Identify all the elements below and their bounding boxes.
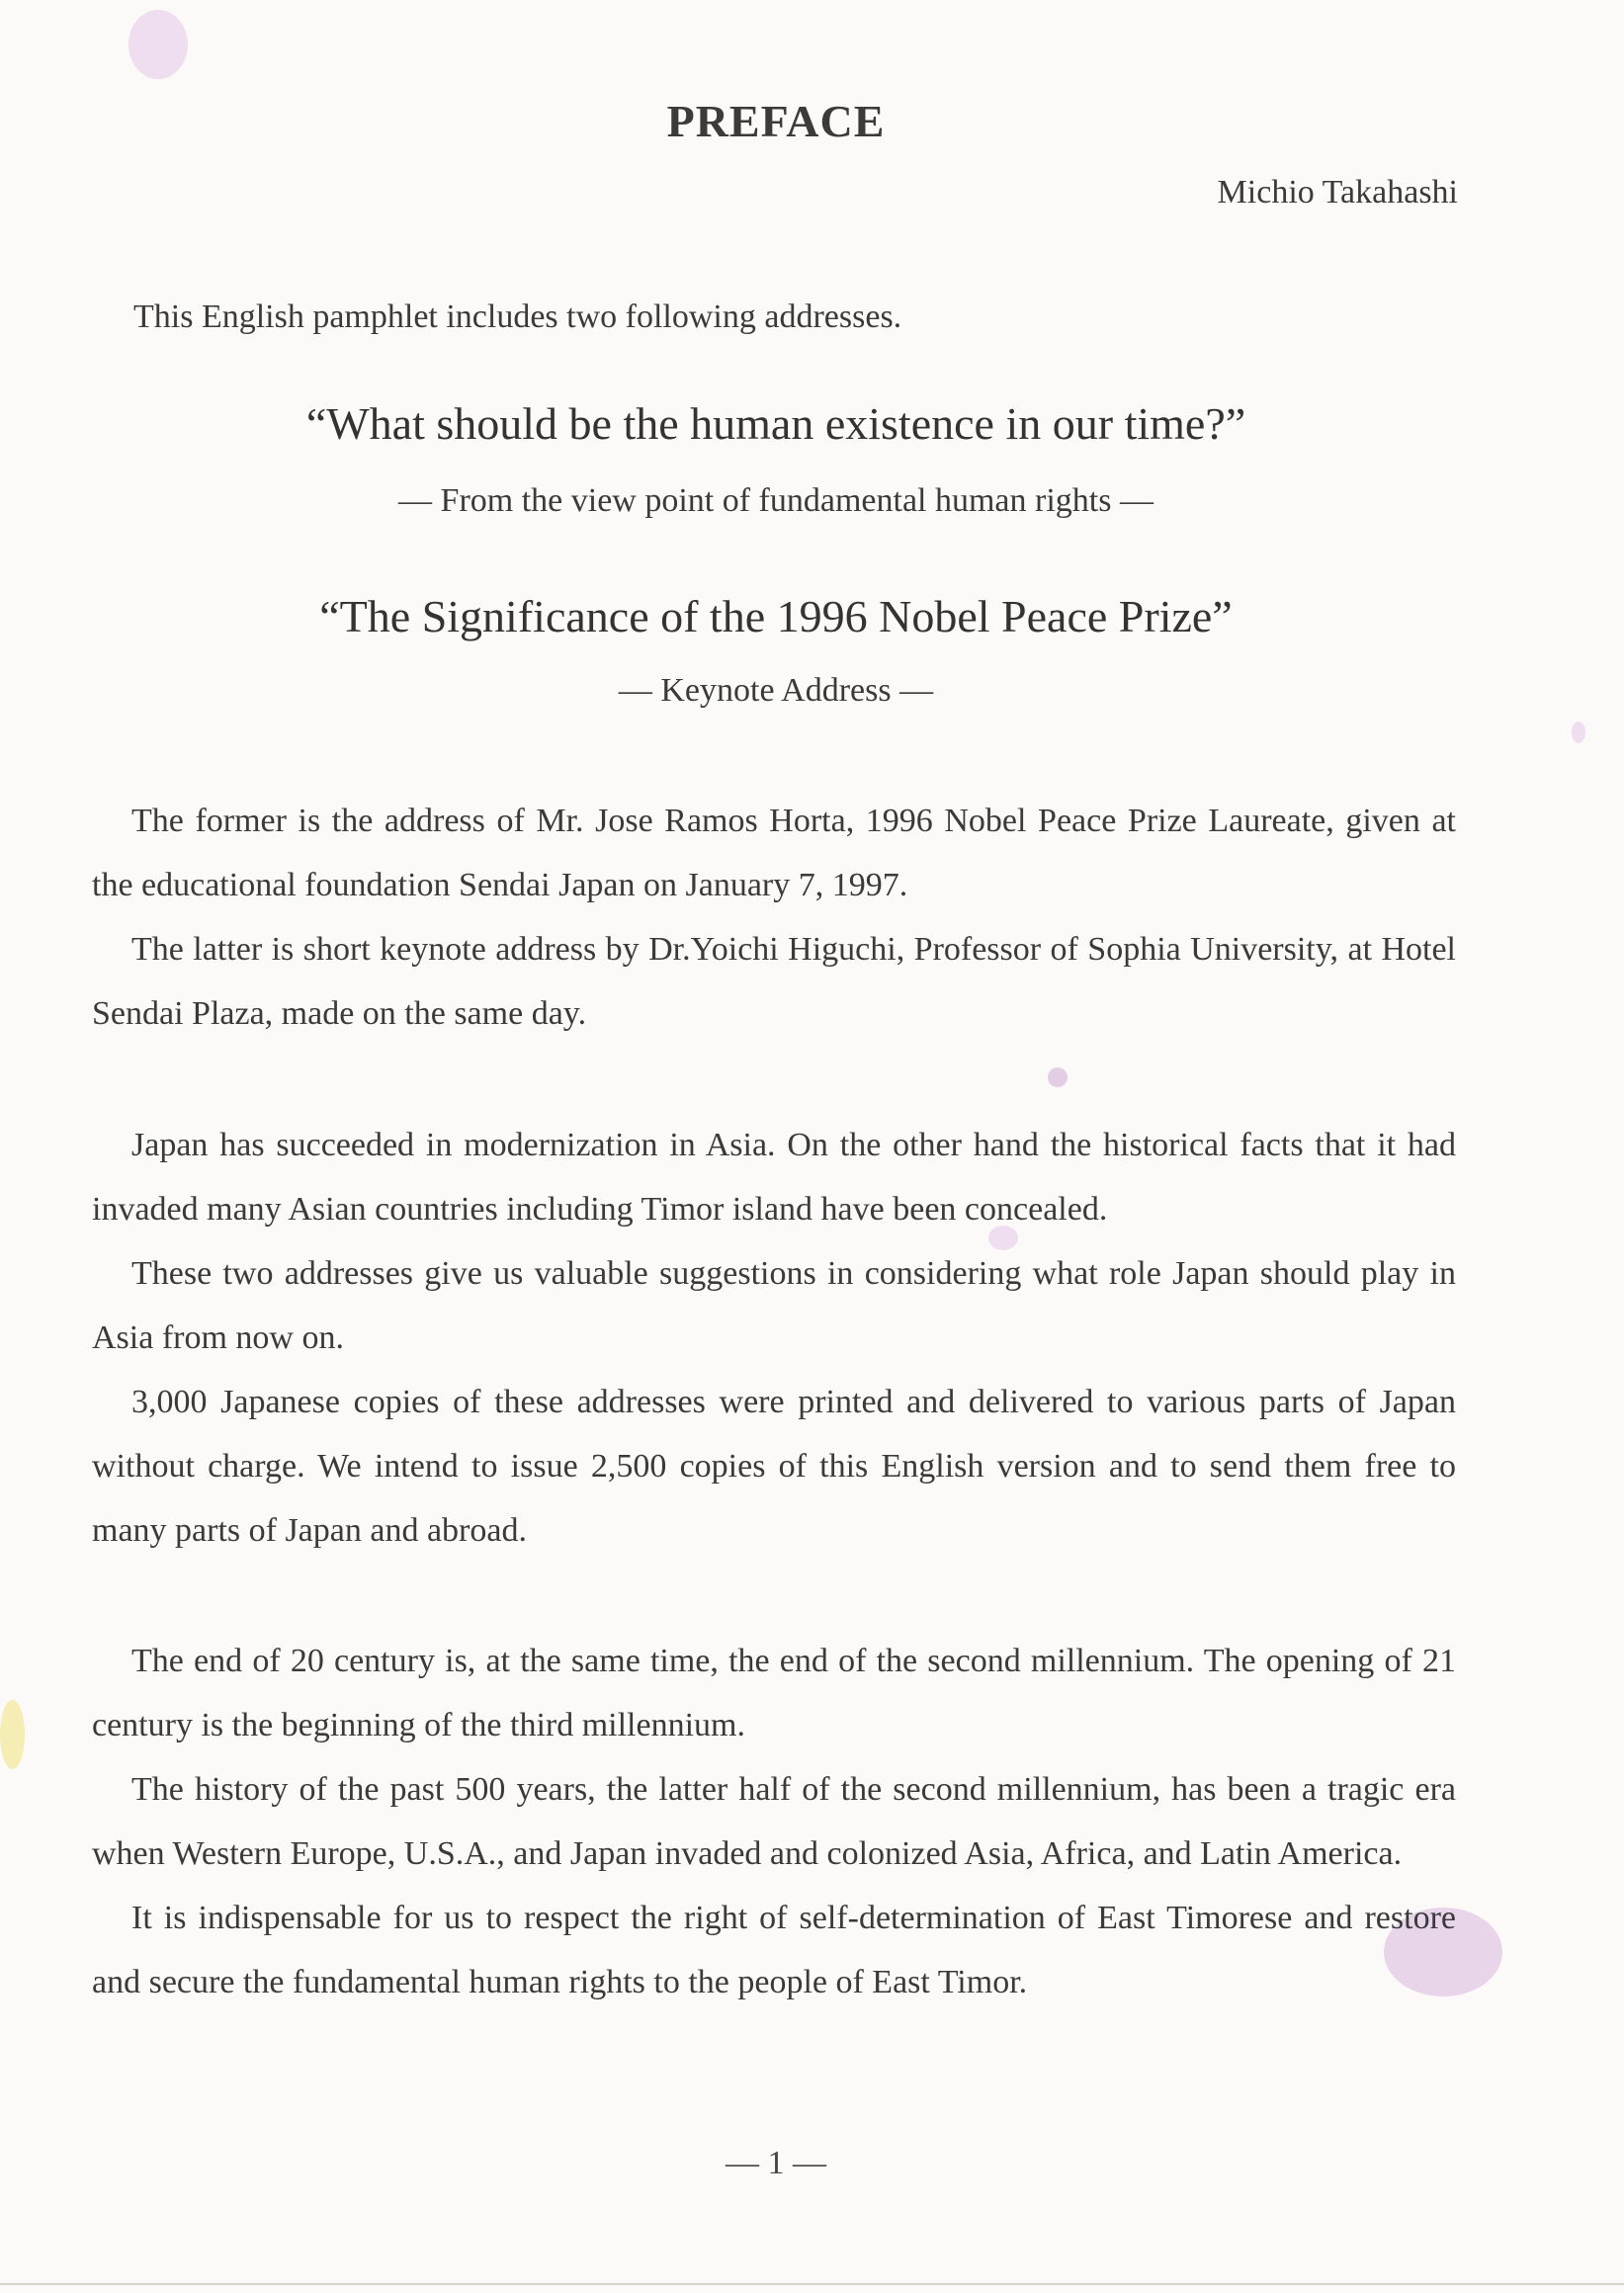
stain-mark [128, 10, 188, 79]
paragraph: Japan has succeeded in modernization in Asia. On the other hand the historical facts that it had invaded many Asian countries including Timor island have been concealed. [92, 1127, 1456, 1228]
page-edge [0, 2283, 1624, 2285]
body-section-3 [92, 1629, 1456, 2014]
page-number: — 1 — [726, 2145, 826, 2181]
paragraph: It is indispensable for us to respect the right of self-determination of East Timorese and restore and secure the fundamental human rights to the people of East Timor. [92, 1900, 1456, 2000]
paragraph: The end of 20 century is, at the same time, the end of the second millennium. The opening of 21 century is the beginning of the third millennium. [92, 1643, 1456, 1743]
paragraph: 3,000 Japanese copies of these addresses were printed and delivered to various parts of Japan without charge. We intend to issue 2,500 copies of this English version and to send them free to many parts of Japan and abroad. [92, 1384, 1456, 1549]
body-section-1 [92, 789, 1456, 1046]
intro-text: This English pamphlet includes two following addresses. [133, 298, 902, 335]
stain-mark [1572, 722, 1585, 743]
address-title-2: “The Significance of the 1996 Nobel Peace Prize” [319, 591, 1233, 641]
stain-mark [0, 1700, 25, 1769]
paragraph: The former is the address of Mr. Jose Ramos Horta, 1996 Nobel Peace Prize Laureate, given at the educational foundation Sendai Japan on January 7, 1997. [92, 803, 1456, 903]
stain-mark [1048, 1067, 1068, 1087]
paragraph: These two addresses give us valuable suggestions in considering what role Japan should play in Asia from now on. [92, 1255, 1456, 1356]
address-subtitle-1: — From the view point of fundamental human rights — [398, 482, 1154, 519]
paragraph: The history of the past 500 years, the latter half of the second millennium, has been a tragic era when Western Europe, U.S.A., and Japan invaded and colonized Asia, Africa, and Latin America. [92, 1771, 1456, 1872]
paragraph: The latter is short keynote address by Dr.Yoichi Higuchi, Professor of Sophia University, at Hotel Sendai Plaza, made on the same day. [92, 931, 1456, 1032]
address-title-1: “What should be the human existence in our time?” [305, 398, 1246, 449]
address-subtitle-2: — Keynote Address — [618, 672, 934, 709]
author-name: Michio Takahashi [1217, 174, 1458, 211]
page-title: PREFACE [666, 96, 886, 146]
body-section-2 [92, 1113, 1456, 1563]
